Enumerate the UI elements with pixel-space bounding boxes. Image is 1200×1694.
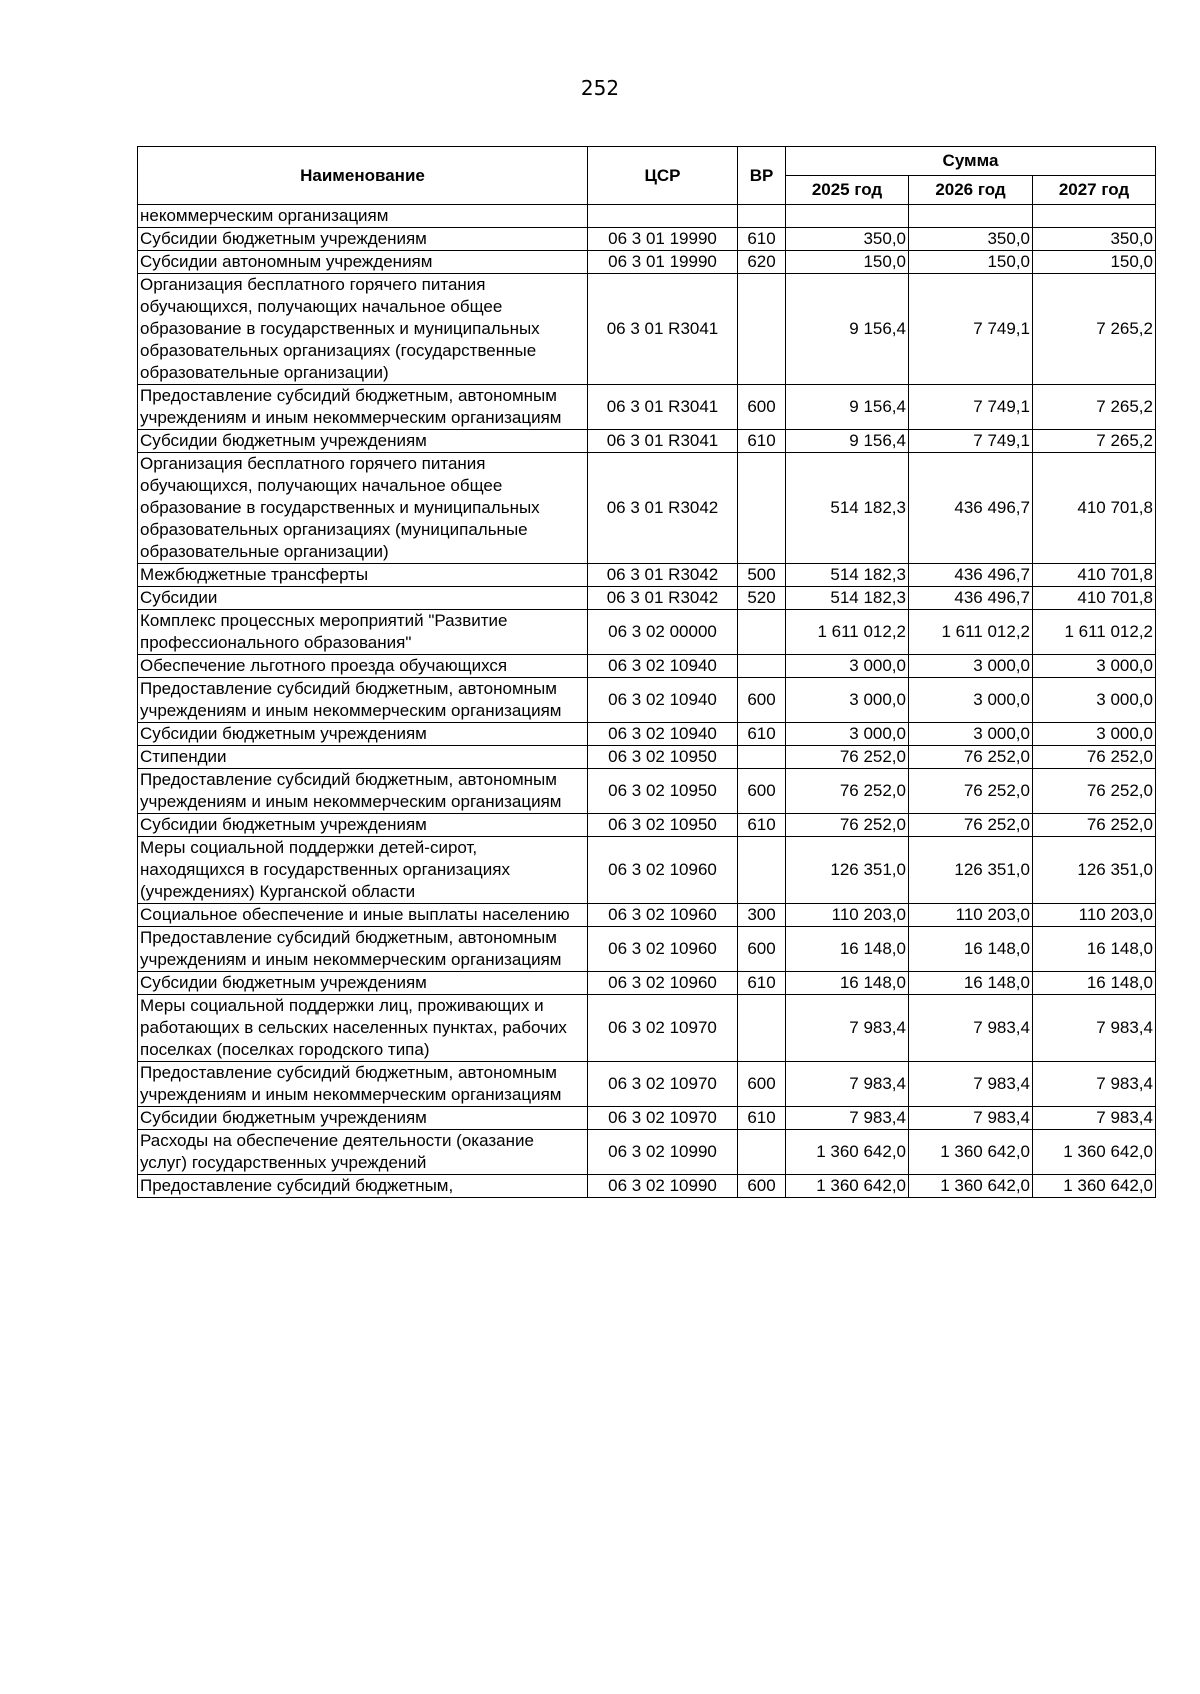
- cell-vr: [738, 453, 786, 564]
- cell-amount-2026: 76 252,0: [909, 814, 1033, 837]
- cell-amount-2027: 76 252,0: [1033, 769, 1156, 814]
- cell-amount-2027: 3 000,0: [1033, 678, 1156, 723]
- cell-amount-2025: 514 182,3: [786, 587, 909, 610]
- table-header: [138, 147, 1156, 205]
- table-row: [138, 251, 1156, 274]
- cell-vr: 610: [738, 723, 786, 746]
- cell-vr: 500: [738, 564, 786, 587]
- table-row: [138, 814, 1156, 837]
- cell-amount-2026: 3 000,0: [909, 678, 1033, 723]
- cell-amount-2025: 514 182,3: [786, 453, 909, 564]
- cell-amount-2025: 16 148,0: [786, 972, 909, 995]
- cell-csr: [588, 205, 738, 228]
- table-row: [138, 430, 1156, 453]
- cell-csr: 06 3 02 10950: [588, 746, 738, 769]
- cell-csr: 06 3 01 R3042: [588, 564, 738, 587]
- cell-csr: 06 3 01 R3041: [588, 430, 738, 453]
- table-row: [138, 904, 1156, 927]
- table-row: [138, 1062, 1156, 1107]
- cell-amount-2025: [786, 205, 909, 228]
- cell-name: Субсидии бюджетным учреждениям: [138, 972, 588, 995]
- cell-vr: 600: [738, 678, 786, 723]
- cell-amount-2026: 126 351,0: [909, 837, 1033, 904]
- cell-vr: 610: [738, 1107, 786, 1130]
- cell-amount-2025: 9 156,4: [786, 430, 909, 453]
- cell-name: Меры социальной поддержки лиц, проживающих и работающих в сельских населенных пунктах, рабочих поселках (поселках городского типа): [138, 995, 588, 1062]
- cell-amount-2026: 110 203,0: [909, 904, 1033, 927]
- cell-csr: 06 3 01 R3041: [588, 385, 738, 430]
- cell-name: Субсидии бюджетным учреждениям: [138, 723, 588, 746]
- cell-amount-2026: 3 000,0: [909, 655, 1033, 678]
- cell-amount-2027: 150,0: [1033, 251, 1156, 274]
- cell-amount-2025: 150,0: [786, 251, 909, 274]
- cell-vr: [738, 837, 786, 904]
- cell-amount-2027: 7 983,4: [1033, 995, 1156, 1062]
- cell-amount-2026: 150,0: [909, 251, 1033, 274]
- cell-name: Субсидии бюджетным учреждениям: [138, 1107, 588, 1130]
- page-number: 252: [580, 76, 620, 100]
- table-row: [138, 837, 1156, 904]
- cell-amount-2026: 436 496,7: [909, 453, 1033, 564]
- cell-amount-2027: 410 701,8: [1033, 587, 1156, 610]
- cell-vr: 300: [738, 904, 786, 927]
- cell-vr: [738, 274, 786, 385]
- cell-vr: 600: [738, 1062, 786, 1107]
- cell-amount-2026: 1 360 642,0: [909, 1175, 1033, 1198]
- cell-amount-2027: 7 983,4: [1033, 1107, 1156, 1130]
- cell-name: Субсидии: [138, 587, 588, 610]
- cell-name: Субсидии бюджетным учреждениям: [138, 228, 588, 251]
- table-row: [138, 385, 1156, 430]
- cell-vr: [738, 1130, 786, 1175]
- cell-amount-2025: 7 983,4: [786, 995, 909, 1062]
- table-row: [138, 274, 1156, 385]
- cell-name: Субсидии бюджетным учреждениям: [138, 430, 588, 453]
- cell-amount-2026: 7 749,1: [909, 385, 1033, 430]
- cell-amount-2025: 7 983,4: [786, 1107, 909, 1130]
- table-row: [138, 927, 1156, 972]
- cell-amount-2025: 514 182,3: [786, 564, 909, 587]
- table-row: [138, 746, 1156, 769]
- cell-amount-2027: [1033, 205, 1156, 228]
- header-name: Наименование: [138, 147, 588, 205]
- cell-amount-2027: 126 351,0: [1033, 837, 1156, 904]
- cell-amount-2025: 7 983,4: [786, 1062, 909, 1107]
- cell-vr: 610: [738, 228, 786, 251]
- cell-vr: [738, 205, 786, 228]
- cell-name: Предоставление субсидий бюджетным,: [138, 1175, 588, 1198]
- cell-vr: 600: [738, 385, 786, 430]
- header-csr: ЦСР: [588, 147, 738, 205]
- cell-amount-2027: 410 701,8: [1033, 564, 1156, 587]
- cell-name: Обеспечение льготного проезда обучающихся: [138, 655, 588, 678]
- cell-name: Организация бесплатного горячего питания обучающихся, получающих начальное общее образование в государственных и муниципальных образовательных организациях (муниципальные образовательные организации): [138, 453, 588, 564]
- cell-amount-2027: 16 148,0: [1033, 972, 1156, 995]
- cell-amount-2026: 7 749,1: [909, 274, 1033, 385]
- cell-amount-2026: 7 983,4: [909, 1107, 1033, 1130]
- cell-vr: [738, 746, 786, 769]
- table-row: [138, 678, 1156, 723]
- cell-name: Субсидии бюджетным учреждениям: [138, 814, 588, 837]
- cell-vr: 610: [738, 814, 786, 837]
- table-row: [138, 564, 1156, 587]
- table-row: [138, 228, 1156, 251]
- cell-amount-2025: 350,0: [786, 228, 909, 251]
- cell-amount-2025: 3 000,0: [786, 678, 909, 723]
- cell-vr: 600: [738, 1175, 786, 1198]
- cell-amount-2025: 3 000,0: [786, 723, 909, 746]
- cell-amount-2025: 1 360 642,0: [786, 1175, 909, 1198]
- cell-amount-2026: 7 983,4: [909, 995, 1033, 1062]
- cell-vr: 600: [738, 769, 786, 814]
- cell-amount-2026: 436 496,7: [909, 587, 1033, 610]
- cell-amount-2026: 3 000,0: [909, 723, 1033, 746]
- cell-amount-2026: 7 983,4: [909, 1062, 1033, 1107]
- header-year-2026: 2026 год: [909, 176, 1033, 205]
- cell-amount-2026: [909, 205, 1033, 228]
- cell-name: Расходы на обеспечение деятельности (оказание услуг) государственных учреждений: [138, 1130, 588, 1175]
- cell-amount-2026: 1 611 012,2: [909, 610, 1033, 655]
- cell-name: Межбюджетные трансферты: [138, 564, 588, 587]
- cell-amount-2026: 350,0: [909, 228, 1033, 251]
- cell-csr: 06 3 02 10960: [588, 972, 738, 995]
- cell-csr: 06 3 01 19990: [588, 251, 738, 274]
- header-year-2025: 2025 год: [786, 176, 909, 205]
- cell-amount-2026: 436 496,7: [909, 564, 1033, 587]
- cell-amount-2027: 7 983,4: [1033, 1062, 1156, 1107]
- table-row: [138, 205, 1156, 228]
- cell-amount-2025: 3 000,0: [786, 655, 909, 678]
- cell-csr: 06 3 01 R3042: [588, 587, 738, 610]
- cell-vr: 610: [738, 430, 786, 453]
- cell-amount-2025: 110 203,0: [786, 904, 909, 927]
- table-row: [138, 453, 1156, 564]
- cell-amount-2027: 7 265,2: [1033, 274, 1156, 385]
- cell-vr: [738, 995, 786, 1062]
- cell-name: Организация бесплатного горячего питания обучающихся, получающих начальное общее образование в государственных и муниципальных образовательных организациях (государственные образовательные организации): [138, 274, 588, 385]
- table-row: [138, 1175, 1156, 1198]
- table-row: [138, 587, 1156, 610]
- cell-csr: 06 3 02 10970: [588, 995, 738, 1062]
- cell-csr: 06 3 02 10960: [588, 927, 738, 972]
- table-row: [138, 972, 1156, 995]
- cell-vr: 610: [738, 972, 786, 995]
- cell-amount-2025: 9 156,4: [786, 274, 909, 385]
- cell-vr: [738, 610, 786, 655]
- table-row: [138, 995, 1156, 1062]
- cell-amount-2025: 76 252,0: [786, 814, 909, 837]
- cell-amount-2027: 3 000,0: [1033, 655, 1156, 678]
- cell-amount-2027: 350,0: [1033, 228, 1156, 251]
- cell-csr: 06 3 02 10990: [588, 1175, 738, 1198]
- cell-vr: 620: [738, 251, 786, 274]
- cell-name: Комплекс процессных мероприятий "Развитие профессионального образования": [138, 610, 588, 655]
- cell-name: Предоставление субсидий бюджетным, автономным учреждениям и иным некоммерческим организациям: [138, 1062, 588, 1107]
- cell-csr: 06 3 02 10960: [588, 904, 738, 927]
- header-vr: ВР: [738, 147, 786, 205]
- cell-name: Меры социальной поддержки детей-сирот, находящихся в государственных организациях (учреждениях) Курганской области: [138, 837, 588, 904]
- table-row: [138, 610, 1156, 655]
- cell-csr: 06 3 02 10960: [588, 837, 738, 904]
- cell-name: Предоставление субсидий бюджетным, автономным учреждениям и иным некоммерческим организациям: [138, 769, 588, 814]
- cell-amount-2026: 16 148,0: [909, 972, 1033, 995]
- cell-name: Предоставление субсидий бюджетным, автономным учреждениям и иным некоммерческим организациям: [138, 385, 588, 430]
- cell-amount-2025: 9 156,4: [786, 385, 909, 430]
- cell-csr: 06 3 02 10940: [588, 723, 738, 746]
- cell-amount-2025: 76 252,0: [786, 746, 909, 769]
- cell-amount-2027: 1 360 642,0: [1033, 1175, 1156, 1198]
- cell-amount-2027: 410 701,8: [1033, 453, 1156, 564]
- cell-csr: 06 3 02 00000: [588, 610, 738, 655]
- cell-vr: 600: [738, 927, 786, 972]
- cell-amount-2025: 76 252,0: [786, 769, 909, 814]
- cell-vr: 520: [738, 587, 786, 610]
- cell-csr: 06 3 02 10950: [588, 769, 738, 814]
- cell-amount-2027: 1 611 012,2: [1033, 610, 1156, 655]
- budget-table: [137, 146, 1156, 1198]
- header-year-2027: 2027 год: [1033, 176, 1156, 205]
- cell-amount-2026: 1 360 642,0: [909, 1130, 1033, 1175]
- cell-amount-2025: 1 611 012,2: [786, 610, 909, 655]
- cell-name: Предоставление субсидий бюджетным, автономным учреждениям и иным некоммерческим организациям: [138, 927, 588, 972]
- cell-name: некоммерческим организациям: [138, 205, 588, 228]
- cell-amount-2027: 1 360 642,0: [1033, 1130, 1156, 1175]
- cell-name: Стипендии: [138, 746, 588, 769]
- cell-amount-2026: 16 148,0: [909, 927, 1033, 972]
- cell-amount-2027: 7 265,2: [1033, 385, 1156, 430]
- table-row: [138, 1107, 1156, 1130]
- table-row: [138, 1130, 1156, 1175]
- table-row: [138, 769, 1156, 814]
- cell-csr: 06 3 01 19990: [588, 228, 738, 251]
- cell-csr: 06 3 02 10940: [588, 655, 738, 678]
- table-row: [138, 655, 1156, 678]
- cell-csr: 06 3 01 R3042: [588, 453, 738, 564]
- cell-csr: 06 3 02 10970: [588, 1107, 738, 1130]
- cell-amount-2027: 110 203,0: [1033, 904, 1156, 927]
- cell-amount-2027: 3 000,0: [1033, 723, 1156, 746]
- cell-amount-2025: 16 148,0: [786, 927, 909, 972]
- cell-vr: [738, 655, 786, 678]
- cell-amount-2026: 7 749,1: [909, 430, 1033, 453]
- header-sum: Сумма: [786, 147, 1156, 176]
- cell-amount-2026: 76 252,0: [909, 746, 1033, 769]
- cell-name: Субсидии автономным учреждениям: [138, 251, 588, 274]
- cell-amount-2027: 76 252,0: [1033, 746, 1156, 769]
- cell-csr: 06 3 02 10990: [588, 1130, 738, 1175]
- cell-name: Социальное обеспечение и иные выплаты населению: [138, 904, 588, 927]
- table-body: [138, 205, 1156, 1198]
- cell-csr: 06 3 02 10940: [588, 678, 738, 723]
- cell-amount-2025: 126 351,0: [786, 837, 909, 904]
- cell-csr: 06 3 02 10950: [588, 814, 738, 837]
- cell-csr: 06 3 02 10970: [588, 1062, 738, 1107]
- cell-amount-2027: 7 265,2: [1033, 430, 1156, 453]
- cell-name: Предоставление субсидий бюджетным, автономным учреждениям и иным некоммерческим организациям: [138, 678, 588, 723]
- cell-amount-2027: 16 148,0: [1033, 927, 1156, 972]
- cell-amount-2027: 76 252,0: [1033, 814, 1156, 837]
- table-row: [138, 723, 1156, 746]
- cell-csr: 06 3 01 R3041: [588, 274, 738, 385]
- cell-amount-2025: 1 360 642,0: [786, 1130, 909, 1175]
- cell-amount-2026: 76 252,0: [909, 769, 1033, 814]
